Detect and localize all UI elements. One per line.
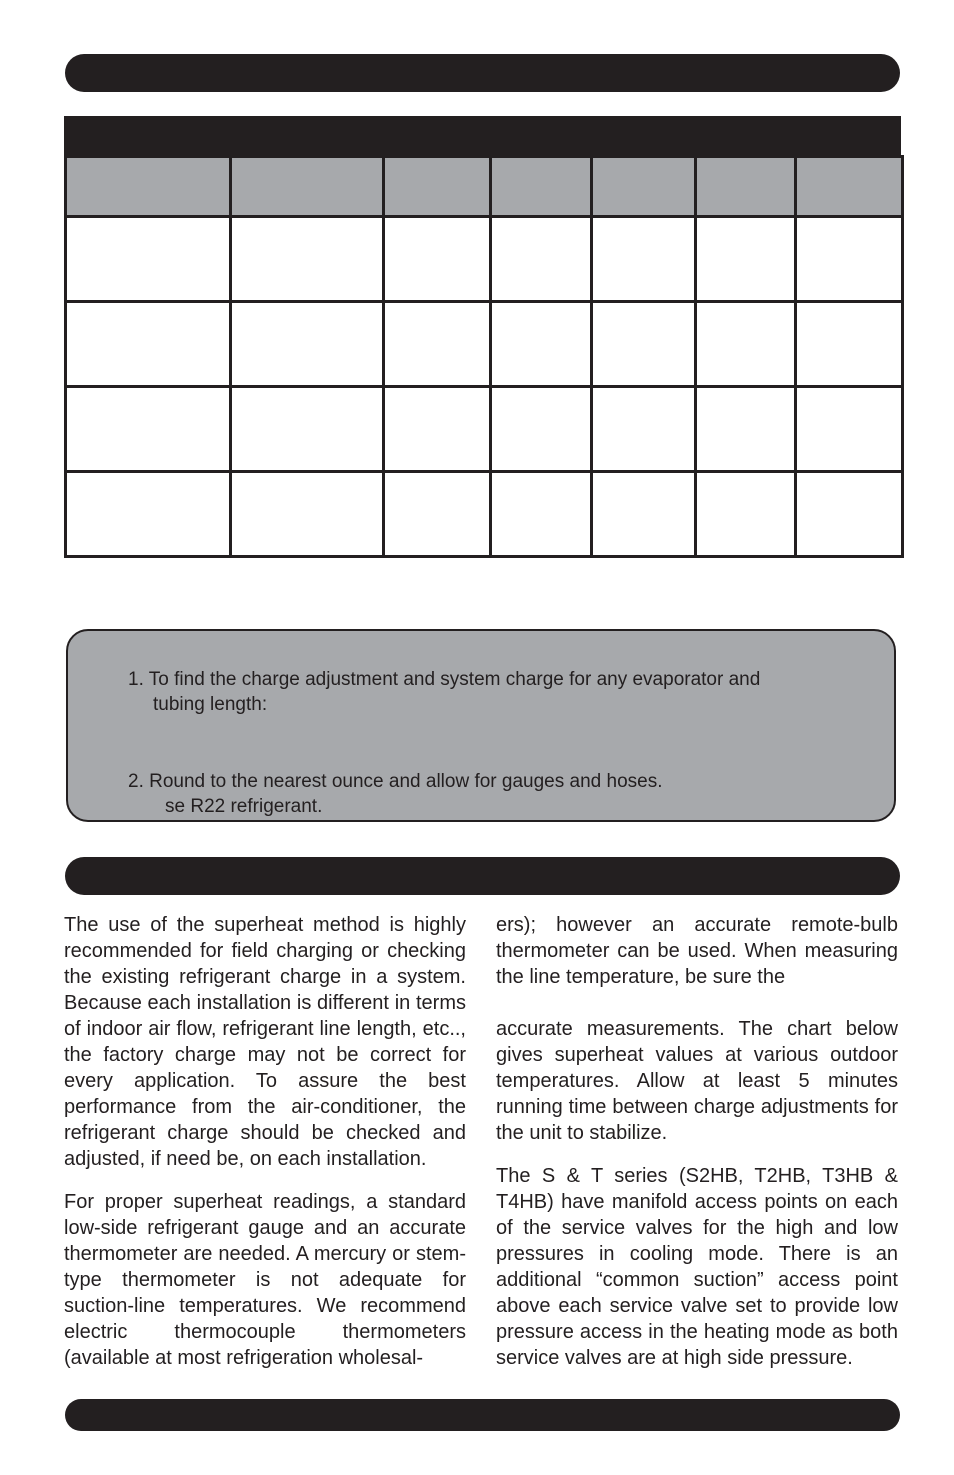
table-cell (592, 387, 696, 472)
body-paragraph: ers); however an accurate remote-bulb thermometer can be used. When measuring the line temperature, be sure the (496, 914, 898, 988)
header-cell (696, 157, 796, 217)
body-column-right (496, 912, 898, 1388)
table-cell (491, 302, 592, 387)
table-cell (384, 302, 491, 387)
note-2-line-2: se R22 refrigerant. (165, 796, 323, 817)
table-cell (231, 217, 384, 302)
table-row (66, 472, 903, 557)
body-paragraph: The S & T series (S2HB, T2HB, T3HB & T4HB) have manifold access points on each of the service valves for the high and low pressures in cooling mode. There is an additional “common suction” access point above each service valve set to provide low pressure access in the heating mode as both service valves are at high side pressure. (496, 1165, 898, 1369)
table-cell (696, 472, 796, 557)
note-1 (128, 667, 848, 717)
charge-table (64, 155, 904, 558)
table-cell (66, 217, 231, 302)
table-cell (491, 387, 592, 472)
section-header-bar-top (65, 54, 900, 92)
table-cell (66, 472, 231, 557)
table-title-bar (64, 116, 901, 155)
section-header-bar-bottom (65, 1399, 900, 1431)
table-cell (491, 217, 592, 302)
table-cell (384, 387, 491, 472)
header-cell (231, 157, 384, 217)
table-cell (696, 217, 796, 302)
table-cell (231, 472, 384, 557)
table-cell (384, 217, 491, 302)
header-cell (592, 157, 696, 217)
table-cell (796, 387, 903, 472)
body-paragraph: The use of the superheat method is highly recommended for field charging or checking the existing refrigerant charge in a system. Because each installation is different in terms of indoor air flow, refrigerant line length, etc.., the factory charge may not be correct for every application. To assure the best performance from the air-conditioner, the refrigerant charge should be checked and adjusted, if need be, on each installation. (64, 914, 466, 1170)
table-cell (592, 217, 696, 302)
body-column-left (64, 912, 466, 1388)
charge-table-block (64, 116, 901, 558)
table-row (66, 217, 903, 302)
table-header-row (66, 157, 903, 217)
table-cell (796, 217, 903, 302)
table-cell (231, 387, 384, 472)
body-paragraph: For proper superheat readings, a standard low-side refrigerant gauge and an accurate thermometer are needed. A mercury or stem-type thermometer is not adequate for suction-line temperatures. We recommend electric thermocouple thermometers (available at most refrigeration wholesal- (64, 1191, 466, 1369)
table-cell (384, 472, 491, 557)
notes-box (66, 629, 896, 822)
header-cell (66, 157, 231, 217)
header-cell (491, 157, 592, 217)
text-gap (496, 990, 898, 1016)
table-cell (491, 472, 592, 557)
table-cell (592, 302, 696, 387)
table-cell (796, 472, 903, 557)
table-cell (696, 302, 796, 387)
table-cell (231, 302, 384, 387)
header-cell (384, 157, 491, 217)
table-row (66, 387, 903, 472)
section-header-bar-middle (65, 857, 900, 895)
table-cell (796, 302, 903, 387)
table-cell (696, 387, 796, 472)
table-cell (66, 302, 231, 387)
note-2-line-1: 2. Round to the nearest ounce and allow for gauges and hoses. (128, 771, 663, 792)
body-paragraph: accurate measurements. The chart below gives superheat values at various outdoor temperatures. Allow at least 5 minutes running time between charge adjustments for the unit to stabilize. (496, 1018, 898, 1144)
note-2 (128, 769, 848, 819)
note-1-line-2: tubing length: (153, 694, 268, 715)
table-cell (66, 387, 231, 472)
table-cell (592, 472, 696, 557)
table-row (66, 302, 903, 387)
note-1-line-1: 1. To find the charge adjustment and system charge for any evaporator and (128, 669, 761, 690)
header-cell (796, 157, 903, 217)
